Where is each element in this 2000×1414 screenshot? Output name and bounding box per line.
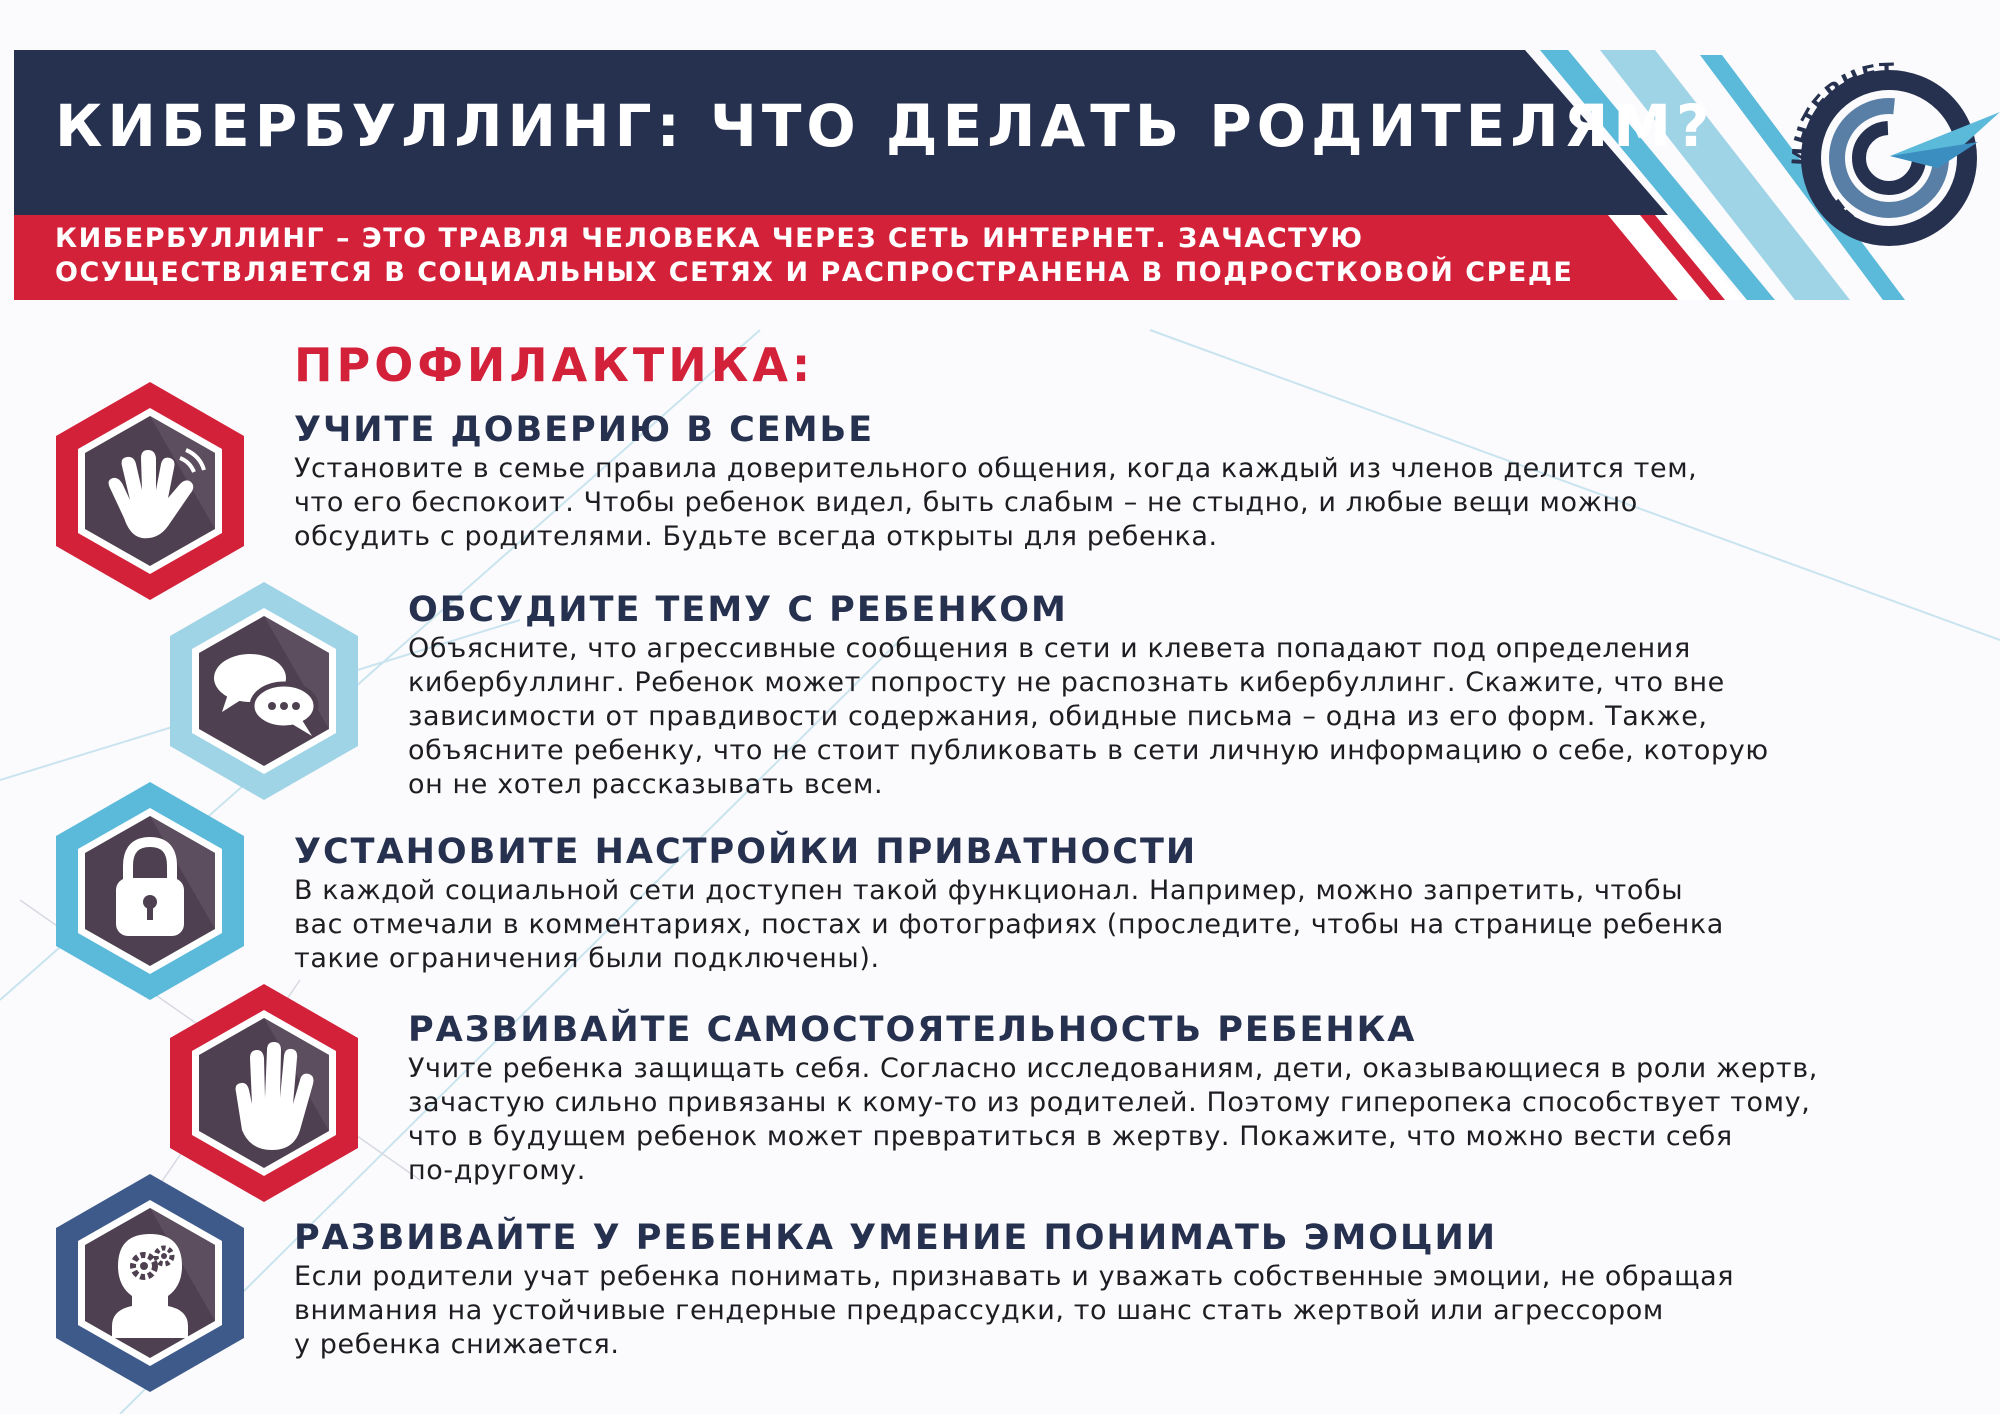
page-title: КИБЕРБУЛЛИНГ: ЧТО ДЕЛАТЬ РОДИТЕЛЯМ?	[55, 92, 1715, 160]
item-body	[294, 874, 1934, 976]
body-line: Если родители учат ребенка понимать, признавать и уважать собственные эмоции, не обращая	[294, 1261, 1735, 1292]
body-line: Объясните, что агрессивные сообщения в сети и клевета попадают под определения	[408, 633, 1691, 664]
body-line: объясните ребенку, что не стоит публиковать в сети личную информацию о себе, которую	[408, 735, 1769, 766]
internet-bez-ugroz-logo	[1778, 46, 2000, 268]
body-line: зачастую сильно привязаны к кому-то из родителей. Поэтому гиперопека способствует тому,	[408, 1087, 1811, 1118]
body-line: что в будущем ребенок может превратиться в жертву. Покажите, что можно вести себя	[408, 1121, 1733, 1152]
body-line: внимания на устойчивые гендерные предрассудки, то шанс стать жертвой или агрессором	[294, 1295, 1664, 1326]
body-line: он не хотел рассказывать всем.	[408, 769, 884, 800]
body-line: Установите в семье правила доверительного общения, когда каждый из членов делится тем,	[294, 453, 1698, 484]
body-line: что его беспокоит. Чтобы ребенок видел, быть слабым – не стыдно, и любые вещи можно	[294, 487, 1638, 518]
body-line: вас отмечали в комментариях, постах и фотографиях (проследите, чтобы на странице ребенка	[294, 909, 1724, 940]
body-line: по-другому.	[408, 1155, 586, 1186]
subtitle-line: КИБЕРБУЛЛИНГ – ЭТО ТРАВЛЯ ЧЕЛОВЕКА ЧЕРЕЗ СЕТЬ ИНТЕРНЕТ. ЗАЧАСТУЮ	[55, 223, 1364, 254]
body-line: В каждой социальной сети доступен такой функционал. Например, можно запретить, чтобы	[294, 875, 1684, 906]
logo-bottom-text: БЕЗ УГРОЗ	[1821, 194, 1946, 249]
hexagon-badge-2	[166, 578, 362, 804]
body-line: обсудить с родителями. Будьте всегда открыты для ребенка.	[294, 521, 1218, 552]
subtitle-line: ОСУЩЕСТВЛЯЕТСЯ В СОЦИАЛЬНЫХ СЕТЯХ И РАСПРОСТРАНЕНА В ПОДРОСТКОВОЙ СРЕДЕ	[55, 257, 1574, 288]
hexagon-badge-3	[52, 778, 248, 1004]
hexagon-badge-5	[52, 1170, 248, 1396]
head-gears-icon	[112, 1234, 188, 1338]
item-title: УЧИТЕ ДОВЕРИЮ В СЕМЬЕ	[294, 410, 875, 450]
item-title: РАЗВИВАЙТЕ САМОСТОЯТЕЛЬНОСТЬ РЕБЕНКА	[408, 1010, 1417, 1050]
body-line: Учите ребенка защищать себя. Согласно исследованиям, дети, оказывающиеся в роли жертв,	[408, 1053, 1818, 1084]
body-line: такие ограничения были подключены).	[294, 943, 880, 974]
page-subtitle	[55, 222, 1573, 290]
logo-top-text: ИНТЕРНЕТ	[1788, 59, 1896, 167]
item-title: РАЗВИВАЙТЕ У РЕБЕНКА УМЕНИЕ ПОНИМАТЬ ЭМОЦИИ	[294, 1218, 1498, 1258]
section-heading: ПРОФИЛАКТИКА:	[294, 338, 815, 392]
item-body	[294, 1260, 1934, 1362]
item-title: ОБСУДИТЕ ТЕМУ С РЕБЕНКОМ	[408, 590, 1068, 630]
hexagon-badge-1	[52, 378, 248, 604]
body-line: зависимости от правдивости содержания, обидные письма – одна из его форм. Также,	[408, 701, 1708, 732]
item-body	[408, 1052, 2000, 1188]
body-line: у ребенка снижается.	[294, 1329, 620, 1360]
body-line: кибербуллинг. Ребенок может попросту не распознать кибербуллинг. Скажите, что вне	[408, 667, 1725, 698]
item-body	[294, 452, 1934, 554]
item-body	[408, 632, 2000, 802]
item-title: УСТАНОВИТЕ НАСТРОЙКИ ПРИВАТНОСТИ	[294, 832, 1198, 872]
